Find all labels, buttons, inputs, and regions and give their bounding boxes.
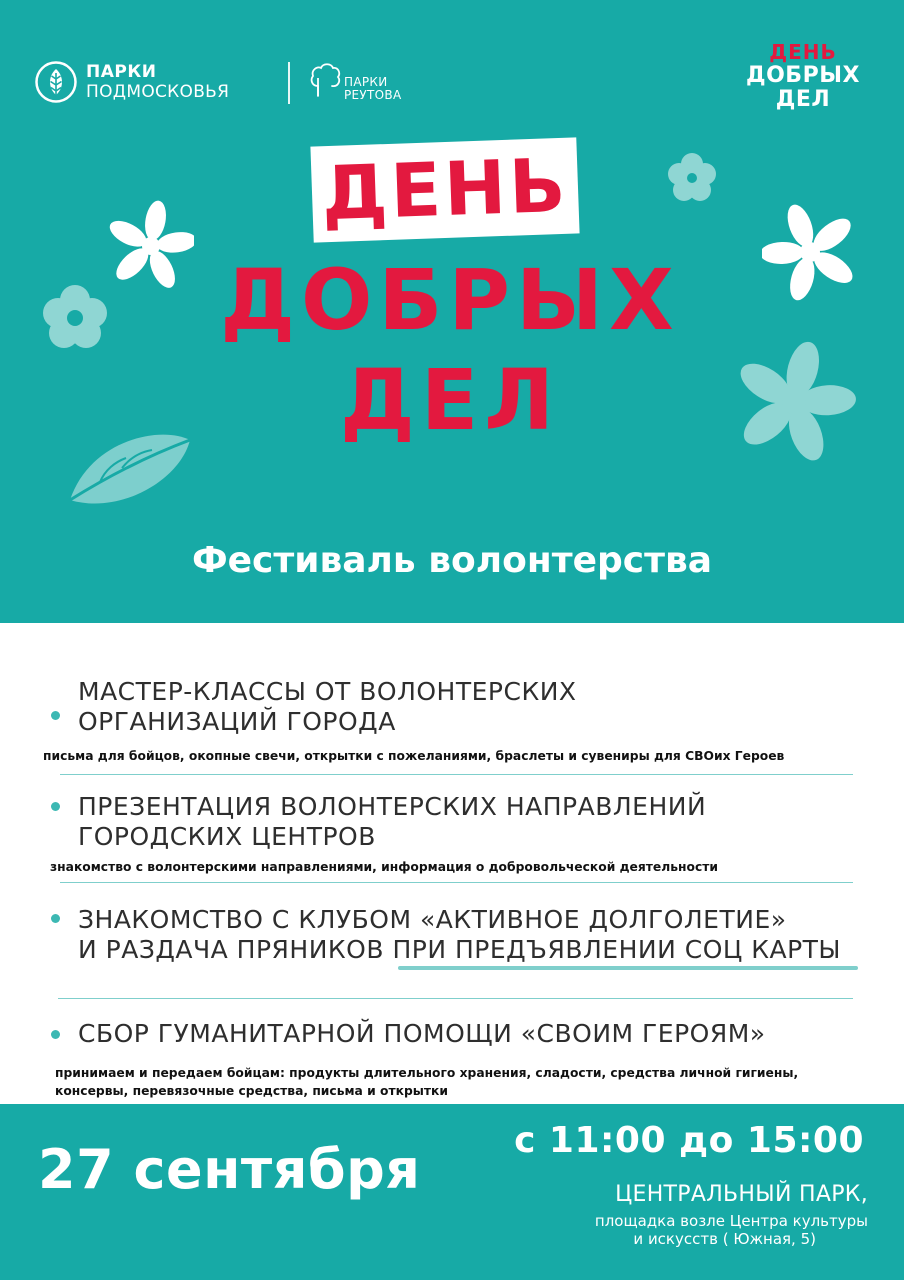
parks-podmoskovya-logo [34, 60, 229, 104]
event-address-line2: и искусств ( Южная, 5) [633, 1230, 816, 1248]
title-line3: ДЕЛ [340, 351, 560, 449]
event-time: с 11:00 до 15:00 [514, 1120, 864, 1161]
item-title-line1: СБОР ГУМАНИТАРНОЙ ПОМОЩИ «СВОИМ ГЕРОЯМ» [78, 1019, 766, 1048]
logo-divider [288, 62, 290, 104]
title-line2: ДОБРЫХ [220, 251, 680, 349]
item-title-line2: ГОРОДСКИХ ЦЕНТРОВ [78, 822, 376, 851]
bullet-icon [51, 914, 60, 923]
item-title-line2: И РАЗДАЧА ПРЯНИКОВ ПРИ ПРЕДЪЯВЛЕНИИ СОЦ КАРТЫ [78, 935, 841, 964]
item-title-line2: ОРГАНИЗАЦИЙ ГОРОДА [78, 707, 396, 736]
corner-logo-line1: ДЕНЬ [769, 40, 837, 64]
title-line1: ДЕНЬ [320, 142, 570, 238]
divider [60, 882, 853, 883]
event-address-line1: площадка возле Центра культуры [594, 1212, 868, 1230]
divider [60, 774, 853, 775]
item-title-line1: ПРЕЗЕНТАЦИЯ ВОЛОНТЕРСКИХ НАПРАВЛЕНИЙ [78, 792, 707, 821]
leaf-icon [60, 420, 200, 520]
top-banner [0, 0, 904, 623]
logo-reutov-line1: ПАРКИ [344, 75, 388, 89]
corner-logo-line3: ДЕЛ [775, 87, 831, 112]
item-description-line1: принимаем и передаем бойцам: продукты длительного хранения, сладости, средства личной гигиены, [55, 1066, 799, 1080]
bullet-icon [51, 802, 60, 811]
flower-icon [762, 200, 858, 304]
tree-logo-icon [308, 60, 342, 100]
subtitle: Фестиваль волонтерства [191, 540, 713, 581]
event-place: ЦЕНТРАЛЬНЫЙ ПАРК, [615, 1182, 868, 1207]
corner-event-logo [740, 40, 866, 112]
item-description: письма для бойцов, окопные свечи, открытки с пожеланиями, браслеты и сувениры для СВОих Героев [43, 749, 785, 763]
bullet-icon [51, 1030, 60, 1039]
highlight-underline [398, 966, 858, 970]
item-title-line1: МАСТЕР-КЛАССЫ ОТ ВОЛОНТЕРСКИХ [78, 677, 577, 706]
flower-icon [732, 340, 856, 464]
item-description: знакомство с волонтерскими направлениями, информация о добровольческой деятельности [50, 860, 719, 874]
bullet-icon [51, 711, 60, 720]
leaf-logo-icon [34, 60, 78, 104]
logo-parks-line1: ПАРКИ [86, 62, 157, 82]
parks-reutov-logo [308, 60, 401, 102]
flower-icon [35, 280, 115, 356]
item-description-line2: консервы, перевязочные средства, письма и открытки [55, 1084, 448, 1098]
divider [58, 998, 853, 999]
event-date: 27 сентября [38, 1138, 421, 1201]
logo-parks-line2: ПОДМОСКОВЬЯ [86, 82, 230, 102]
item-title-line1: ЗНАКОМСТВО С КЛУБОМ «АКТИВНОЕ ДОЛГОЛЕТИЕ» [78, 905, 787, 934]
flower-icon [662, 148, 722, 208]
corner-logo-line2: ДОБРЫХ [746, 63, 860, 88]
logo-reutov-line2: РЕУТОВА [344, 88, 402, 102]
